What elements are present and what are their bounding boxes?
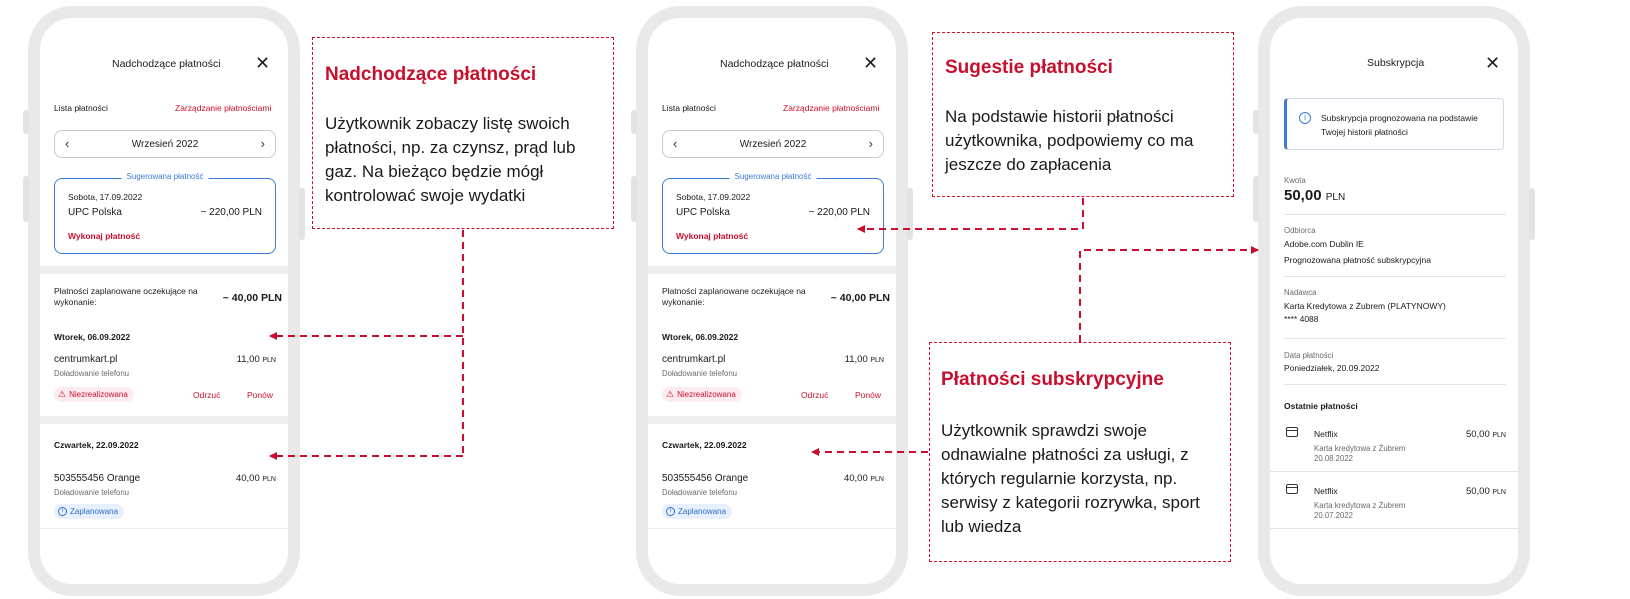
month-selector bbox=[662, 130, 884, 158]
annotation-body bbox=[325, 112, 575, 208]
close-icon[interactable]: ✕ bbox=[255, 53, 271, 73]
pending-total: ~ 40,00 PLN bbox=[830, 292, 890, 304]
retry-button[interactable]: Ponów bbox=[247, 390, 273, 400]
day-date: Wtorek, 06.09.2022 bbox=[54, 332, 131, 342]
phone-upcoming-payments bbox=[28, 6, 300, 596]
make-payment-link[interactable]: Wykonaj płatność bbox=[68, 231, 141, 241]
status-badge bbox=[662, 387, 742, 402]
divider bbox=[1284, 338, 1506, 339]
status-badge bbox=[54, 387, 134, 402]
annotation-title: Nadchodzące płatności bbox=[325, 64, 537, 85]
manage-payments-link[interactable]: Zarządzanie płatnościami bbox=[783, 103, 880, 113]
phone-screen bbox=[40, 18, 288, 584]
amount-value: 11,00 bbox=[236, 354, 260, 365]
recipient-value: Adobe.com Dublin IE bbox=[1284, 239, 1364, 249]
section-divider bbox=[648, 416, 896, 424]
phone-side-button bbox=[23, 110, 29, 134]
page-title: Nadchodzące płatności bbox=[720, 58, 829, 70]
day-date: Wtorek, 06.09.2022 bbox=[662, 332, 739, 342]
payment-amount bbox=[844, 473, 884, 484]
status-badge-label: Zaplanowana bbox=[70, 507, 119, 516]
annotation-subscription-payments bbox=[929, 342, 1231, 562]
phone-side-button bbox=[1253, 110, 1259, 134]
payment-payee: centrumkart.pl bbox=[54, 354, 118, 365]
annotation-line: płatności, np. za czynsz, prąd lub bbox=[325, 138, 576, 157]
recent-payments-heading: Ostatnie płatności bbox=[1284, 401, 1358, 411]
payment-date-value: Poniedziałek, 20.09.2022 bbox=[1284, 363, 1380, 373]
recent-payment-amount bbox=[1466, 429, 1506, 440]
month-selector bbox=[54, 130, 276, 158]
status-badge bbox=[54, 504, 124, 519]
page-title: Nadchodzące płatności bbox=[112, 58, 221, 70]
make-payment-link[interactable]: Wykonaj płatność bbox=[676, 231, 749, 241]
close-icon[interactable]: ✕ bbox=[863, 53, 879, 73]
amount-value: 40,00 bbox=[235, 473, 260, 484]
pending-label bbox=[54, 286, 214, 308]
page-title: Subskrypcja bbox=[1367, 57, 1425, 69]
card-icon bbox=[1286, 427, 1298, 437]
chevron-left-icon[interactable]: ‹ bbox=[673, 136, 678, 151]
payment-amount bbox=[845, 354, 884, 365]
divider bbox=[1284, 276, 1506, 277]
amount-currency: PLN bbox=[870, 476, 884, 483]
annotation-line: odnawialne płatności za usługi, z bbox=[941, 445, 1189, 464]
section-divider bbox=[40, 528, 288, 529]
status-badge bbox=[662, 504, 732, 519]
sender-value: Karta Kredytowa z Żubrem (PLATYNOWY) bbox=[1284, 301, 1446, 311]
annotation-title: Sugestie płatności bbox=[945, 57, 1113, 78]
annotation-line: których regularnie korzysta, np. bbox=[941, 469, 1178, 488]
suggested-payment-date: Sobota, 17.09.2022 bbox=[68, 192, 143, 202]
info-icon: i bbox=[666, 507, 675, 516]
annotation-line: Użytkownik zobaczy listę swoich bbox=[325, 114, 570, 133]
suggested-payment-legend: Sugerowana płatność bbox=[730, 172, 817, 181]
status-badge-label: Niezrealizowana bbox=[69, 390, 128, 399]
divider bbox=[1270, 471, 1518, 472]
info-banner-text bbox=[1321, 111, 1493, 139]
phone-side-button bbox=[1529, 188, 1535, 240]
chevron-right-icon[interactable]: › bbox=[260, 136, 265, 151]
annotation-payment-suggestions bbox=[932, 32, 1234, 197]
warning-icon: ⚠ bbox=[58, 389, 67, 399]
sender-card-number: **** 4088 bbox=[1284, 314, 1319, 324]
recent-payment-date: 20.08.2022 bbox=[1314, 454, 1354, 463]
info-icon: i bbox=[58, 507, 67, 516]
recipient-description: Prognozowana płatność subskrypcyjna bbox=[1284, 255, 1431, 265]
amount-value: 40,00 bbox=[843, 473, 868, 484]
pending-label bbox=[662, 286, 822, 308]
recent-payment-date: 20.07.2022 bbox=[1314, 511, 1354, 520]
annotation-body bbox=[941, 419, 1200, 539]
divider bbox=[1270, 528, 1518, 529]
recipient-label: Odbiorca bbox=[1284, 226, 1316, 235]
month-label: Wrzesień 2022 bbox=[131, 139, 199, 150]
payment-description: Doładowanie telefonu bbox=[54, 488, 129, 497]
suggested-payment-card[interactable] bbox=[54, 172, 276, 254]
list-label: Lista płatności bbox=[54, 103, 108, 113]
annotation-line: jeszcze do zapłacenia bbox=[945, 155, 1112, 174]
section-divider bbox=[40, 416, 288, 424]
annotation-body bbox=[945, 105, 1194, 177]
payment-amount bbox=[237, 354, 276, 365]
annotation-line: gaz. Na bieżąco będzie mógł bbox=[325, 162, 544, 181]
annotation-line: użytkownika, podpowiemy co ma bbox=[945, 131, 1194, 150]
annotation-line: lub wiedza bbox=[941, 517, 1022, 536]
amount-number: 50,00 bbox=[1284, 187, 1322, 204]
annotation-title: Płatności subskrypcyjne bbox=[941, 369, 1164, 390]
recent-payment-amount bbox=[1466, 486, 1506, 497]
annotation-line: Użytkownik sprawdzi swoje bbox=[941, 421, 1147, 440]
phone-side-button bbox=[23, 176, 29, 222]
phone-side-button bbox=[631, 110, 637, 134]
day-date: Czwartek, 22.09.2022 bbox=[54, 440, 139, 450]
section-divider bbox=[40, 266, 288, 274]
reject-button[interactable]: Odrzuć bbox=[193, 390, 221, 400]
amount-value: 11,00 bbox=[844, 354, 868, 365]
suggested-payee: UPC Polska bbox=[68, 207, 122, 218]
recent-payment-card: Karta kredytowa z Żubrem bbox=[1314, 444, 1406, 453]
recent-payment-name: Netflix bbox=[1314, 429, 1338, 439]
phone-side-button bbox=[299, 188, 305, 240]
phone-subscription bbox=[1258, 6, 1530, 596]
list-label: Lista płatności bbox=[662, 103, 716, 113]
retry-button[interactable]: Ponów bbox=[855, 390, 881, 400]
amount-label: Kwota bbox=[1284, 176, 1306, 185]
payment-description: Doładowanie telefonu bbox=[662, 488, 737, 497]
status-badge-label: Niezrealizowana bbox=[677, 390, 736, 399]
card-icon bbox=[1286, 484, 1298, 494]
divider bbox=[1284, 384, 1506, 385]
suggested-payee: UPC Polska bbox=[676, 207, 730, 218]
suggested-payment-legend: Sugerowana płatność bbox=[122, 172, 209, 181]
manage-payments-link[interactable]: Zarządzanie płatnościami bbox=[175, 103, 272, 113]
divider bbox=[1284, 214, 1506, 215]
pending-total: ~ 40,00 PLN bbox=[222, 292, 282, 304]
amount-currency: PLN bbox=[870, 357, 884, 364]
payment-amount bbox=[236, 473, 276, 484]
suggested-payment-card[interactable] bbox=[662, 172, 884, 254]
info-banner-label: Subskrypcja prognozowana na podstawie Twojej historii płatności bbox=[1321, 113, 1478, 137]
month-label: Wrzesień 2022 bbox=[739, 139, 807, 150]
payment-date-label: Data płatności bbox=[1284, 351, 1334, 360]
phone-side-button bbox=[1253, 176, 1259, 222]
warning-icon: ⚠ bbox=[666, 389, 675, 399]
info-icon: i bbox=[1299, 112, 1311, 124]
status-badge-label: Zaplanowana bbox=[678, 507, 727, 516]
amount-currency: PLN bbox=[1325, 192, 1346, 203]
amount-currency: PLN bbox=[262, 357, 276, 364]
amount-value: 50,00 bbox=[1465, 486, 1490, 497]
section-divider bbox=[648, 528, 896, 529]
connector-subscriptions-up bbox=[1080, 250, 1258, 342]
section-divider bbox=[648, 266, 896, 274]
suggested-payment-date: Sobota, 17.09.2022 bbox=[676, 192, 751, 202]
phone-payment-suggestions bbox=[636, 6, 908, 596]
phone-screen bbox=[648, 18, 896, 584]
amount-currency: PLN bbox=[1492, 432, 1506, 439]
annotation-upcoming-payments bbox=[312, 37, 614, 229]
amount-value: 50,00 bbox=[1465, 429, 1490, 440]
amount-currency: PLN bbox=[1492, 489, 1506, 496]
payment-payee: centrumkart.pl bbox=[662, 354, 726, 365]
chevron-right-icon[interactable]: › bbox=[868, 136, 873, 151]
phone-side-button bbox=[907, 188, 913, 240]
sender-label: Nadawca bbox=[1284, 288, 1317, 297]
recent-payment-name: Netflix bbox=[1314, 486, 1338, 496]
close-icon[interactable]: ✕ bbox=[1485, 53, 1501, 73]
amount-value bbox=[1284, 187, 1345, 204]
suggested-amount: ~ 220,00 PLN bbox=[200, 207, 262, 218]
phone-screen bbox=[1270, 18, 1518, 584]
pending-label-text: Płatności zaplanowane oczekujące na wykonanie: bbox=[54, 286, 198, 307]
annotation-line: Na podstawie historii płatności bbox=[945, 107, 1174, 126]
reject-button[interactable]: Odrzuć bbox=[801, 390, 829, 400]
suggested-amount: ~ 220,00 PLN bbox=[808, 207, 870, 218]
day-date: Czwartek, 22.09.2022 bbox=[662, 440, 747, 450]
payment-description: Doładowanie telefonu bbox=[662, 369, 737, 378]
annotation-line: serwisy z kategorii rozrywka, sport bbox=[941, 493, 1200, 512]
chevron-left-icon[interactable]: ‹ bbox=[65, 136, 70, 151]
amount-currency: PLN bbox=[262, 476, 276, 483]
payment-payee: 503555456 Orange bbox=[662, 473, 749, 484]
phone-side-button bbox=[631, 176, 637, 222]
annotation-line: kontrolować swoje wydatki bbox=[325, 186, 526, 205]
payment-payee: 503555456 Orange bbox=[54, 473, 141, 484]
pending-label-text: Płatności zaplanowane oczekujące na wykonanie: bbox=[662, 286, 806, 307]
payment-description: Doładowanie telefonu bbox=[54, 369, 129, 378]
info-banner bbox=[1284, 98, 1504, 150]
recent-payment-card: Karta kredytowa z Żubrem bbox=[1314, 501, 1406, 510]
